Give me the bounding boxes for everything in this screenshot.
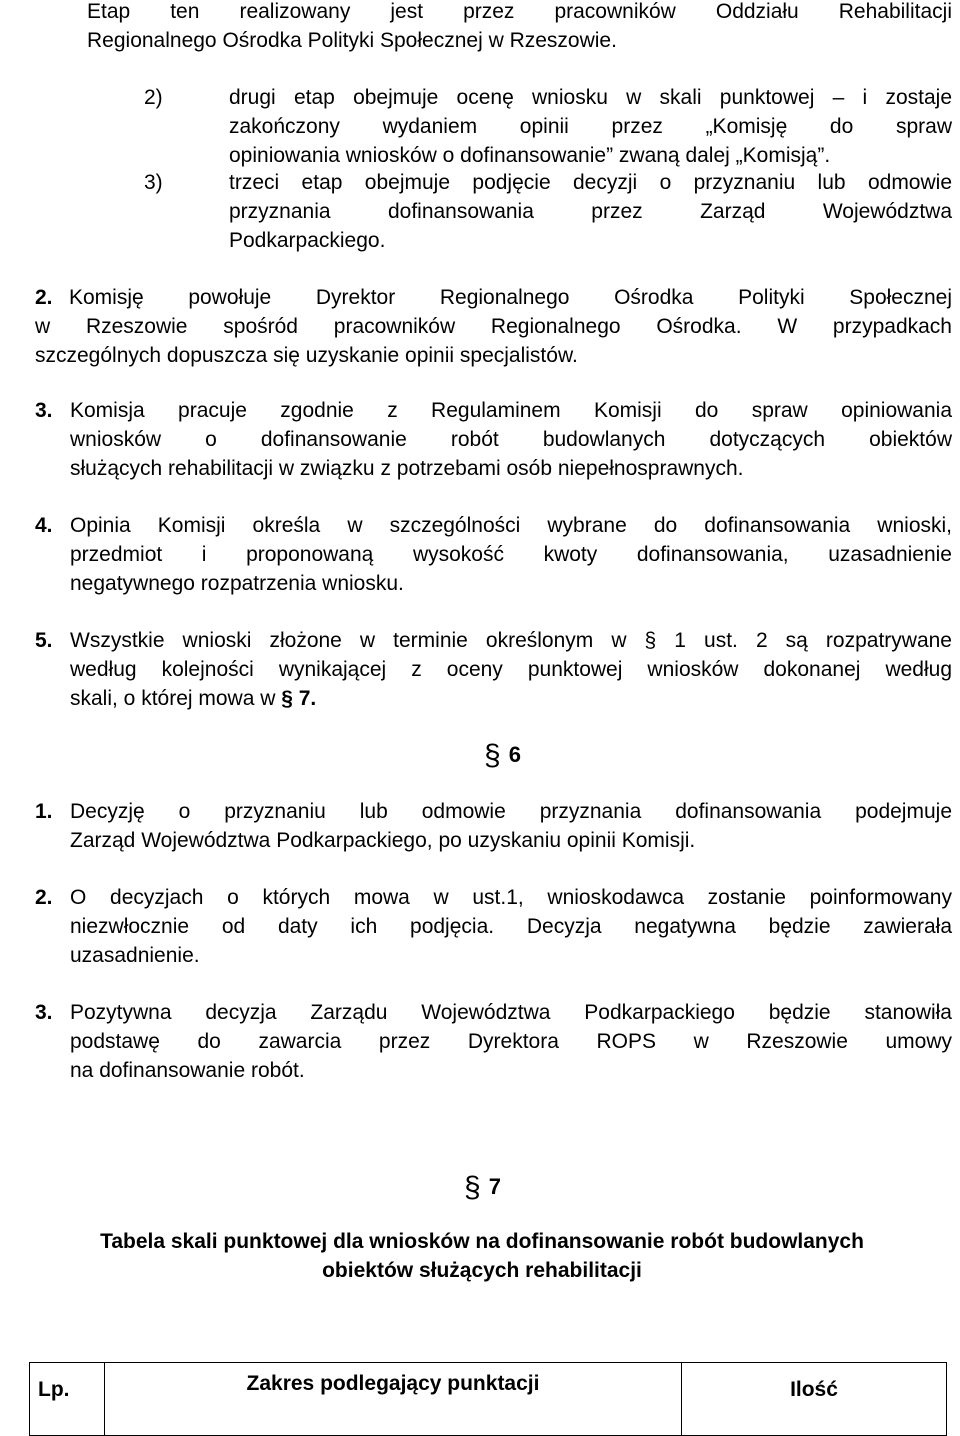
section-number: 6 <box>508 742 521 767</box>
section-7-heading <box>464 1170 501 1204</box>
header-scope: Zakres podlegający punktacji <box>105 1363 682 1436</box>
text-line: szczególnych dopuszcza się uzyskanie opinii specjalistów. <box>35 344 578 367</box>
text-line: służących rehabilitacji w związku z potrzebami osób niepełnosprawnych. <box>70 457 744 480</box>
text-line: zakończony wydaniem opinii przez „Komisję do spraw <box>229 115 952 138</box>
text-line: Decyzję o przyznaniu lub odmowie przyznania dofinansowania podejmuje <box>70 800 952 823</box>
paragraph-3 <box>70 396 952 483</box>
header-lp: Lp. <box>30 1363 105 1436</box>
section-6-paragraph-1 <box>70 797 952 855</box>
table-title-line: obiektów służących rehabilitacji <box>322 1259 642 1282</box>
text-line: przyznania dofinansowania przez Zarząd Województwa <box>229 200 952 223</box>
section-6-heading <box>484 738 521 772</box>
text-line: Regionalnego Ośrodka Polityki Społecznej w Rzeszowie. <box>87 29 617 52</box>
text-line: uzasadnienie. <box>70 944 200 967</box>
text-line: Zarząd Województwa Podkarpackiego, po uzyskaniu opinii Komisji. <box>70 829 696 852</box>
stage-label: 3) <box>144 171 163 194</box>
section-symbol: § <box>464 1171 481 1204</box>
text-line: Pozytywna decyzja Zarządu Województwa Podkarpackiego będzie stanowiła <box>70 1001 952 1024</box>
text-line: negatywnego rozpatrzenia wniosku. <box>70 572 404 595</box>
text-line: według kolejności wynikającej z oceny punktowej wniosków dokonanej według <box>70 658 952 681</box>
paragraph-number: 2. <box>35 286 53 309</box>
text-fragment: skali, o której mowa w <box>70 687 282 710</box>
stage-3-text <box>229 168 952 255</box>
text-line: O decyzjach o których mowa w ust.1, wnioskodawca zostanie poinformowany <box>70 886 952 909</box>
scoring-table <box>29 1362 947 1436</box>
stage-2-text <box>229 83 952 170</box>
text-line: przedmiot i proponowaną wysokość kwoty dofinansowania, uzasadnienie <box>70 543 952 566</box>
text-line: trzeci etap obejmuje podjęcie decyzji o przyznaniu lub odmowie <box>229 171 952 194</box>
paragraph-number: 3. <box>35 1001 53 1024</box>
text-line: Komisja pracuje zgodnie z Regulaminem Komisji do spraw opiniowania <box>70 399 952 422</box>
section-6-paragraph-2 <box>70 883 952 970</box>
paragraph-4 <box>70 511 952 598</box>
text-line <box>70 684 952 713</box>
paragraph-number: 5. <box>35 629 53 652</box>
intro-paragraph <box>87 0 952 55</box>
text-line: Etap ten realizowany jest przez pracowników Oddziału Rehabilitacji <box>87 0 952 23</box>
text-line: wniosków o dofinansowanie robót budowlanych dotyczących obiektów <box>70 428 952 451</box>
stage-label: 2) <box>144 86 163 109</box>
text-line: opiniowania wniosków o dofinansowanie” zwaną dalej „Komisją”. <box>229 144 831 167</box>
text-line: w Rzeszowie spośród pracowników Regionalnego Ośrodka. W przypadkach <box>35 315 952 338</box>
paragraph-number: 4. <box>35 514 53 537</box>
paragraph-number: 3. <box>35 399 53 422</box>
text-line: Komisję powołuje Dyrektor Regionalnego Ośrodka Polityki Społecznej <box>69 286 952 309</box>
text-line: na dofinansowanie robót. <box>70 1059 305 1082</box>
text-line: Wszystkie wnioski złożone w terminie określonym w § 1 ust. 2 są rozpatrywane <box>70 629 952 652</box>
table-title <box>20 1227 944 1285</box>
paragraph-5 <box>70 626 952 713</box>
paragraph-number: 1. <box>35 800 53 823</box>
text-line: Podkarpackiego. <box>229 229 386 252</box>
section-6-paragraph-3 <box>70 998 952 1085</box>
text-line: drugi etap obejmuje ocenę wniosku w skali punktowej – i zostaje <box>229 86 952 109</box>
header-quantity: Ilość <box>682 1363 947 1436</box>
section-reference: § 7. <box>281 687 317 710</box>
paragraph-2 <box>35 283 952 370</box>
section-symbol: § <box>484 739 501 772</box>
text-line: podstawę do zawarcia przez Dyrektora ROPS w Rzeszowie umowy <box>70 1030 952 1053</box>
text-line: Opinia Komisji określa w szczególności wybrane do dofinansowania wnioski, <box>70 514 952 537</box>
text-line: niezwłocznie od daty ich podjęcia. Decyzja negatywna będzie zawierała <box>70 915 952 938</box>
section-number: 7 <box>488 1174 501 1199</box>
table-title-line: Tabela skali punktowej dla wniosków na dofinansowanie robót budowlanych <box>100 1230 864 1253</box>
table-header-row <box>30 1363 947 1436</box>
paragraph-number: 2. <box>35 886 53 909</box>
